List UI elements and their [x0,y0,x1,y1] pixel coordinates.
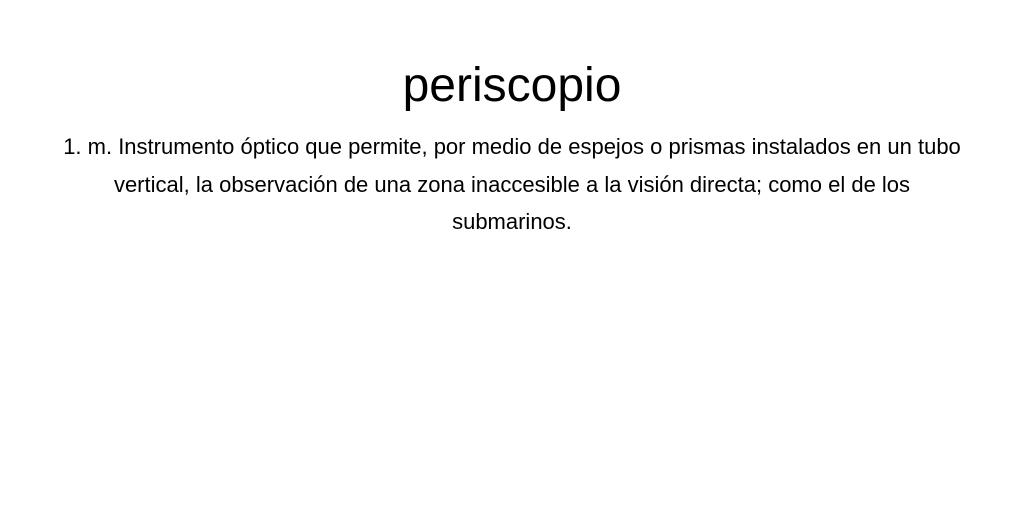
headword: periscopio [402,59,622,112]
definition-text: 1. m. Instrumento óptico que permite, por medio de espejos o prismas instalados en un tubo vertical, la observación de una zona inaccesible a la visión directa; como el de los submarinos. [63,134,961,234]
